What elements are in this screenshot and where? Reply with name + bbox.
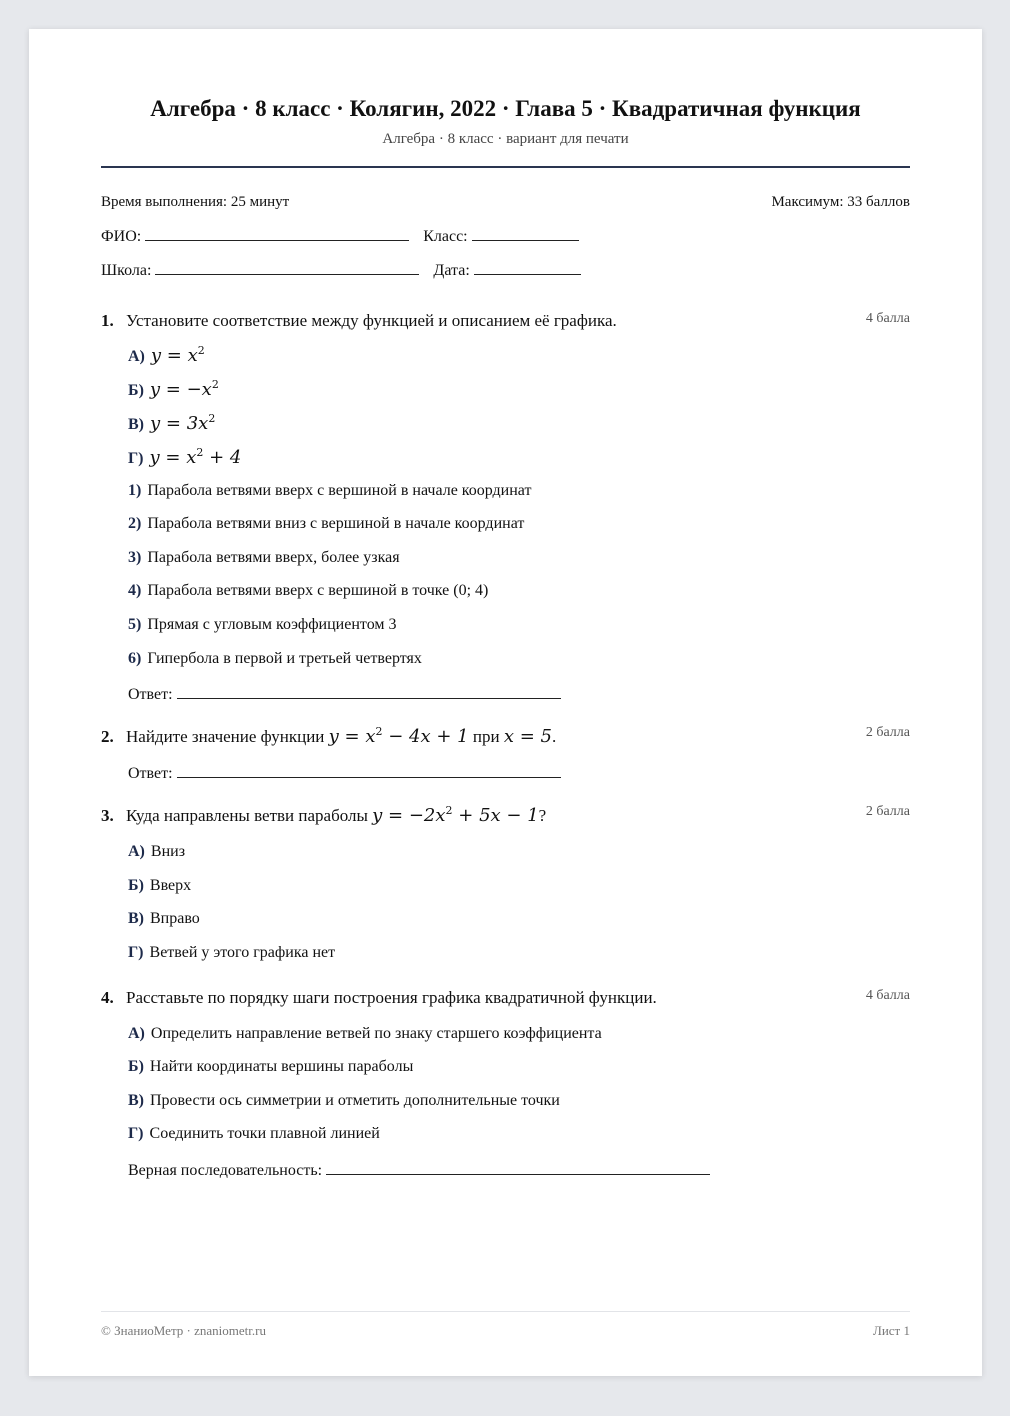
formula: [329, 726, 469, 747]
question-number: 3.: [101, 806, 114, 825]
formula: [150, 447, 242, 468]
option-text: Вправо: [150, 910, 200, 927]
name-class-row: [101, 226, 579, 246]
page-number: Лист 1: [873, 1323, 910, 1338]
answer-label: Верная последовательность:: [128, 1162, 323, 1179]
option-label: А): [128, 843, 145, 860]
option-label: 3): [128, 549, 142, 566]
date-field[interactable]: [474, 260, 581, 275]
question-text: Куда направлены ветви параболы: [126, 806, 368, 825]
formula-exponent: 2: [196, 446, 204, 459]
date-label: Дата:: [433, 262, 470, 279]
formula-tail: − 4x + 1: [382, 726, 469, 747]
q4-step-a: [128, 1025, 602, 1043]
formula-exponent: 2: [208, 412, 216, 425]
school-field[interactable]: [155, 260, 419, 275]
option-label: Г): [128, 450, 144, 467]
option-text: Парабола ветвями вверх с вершиной в точке (0; 4): [147, 582, 489, 599]
option-text: Найти координаты вершины параболы: [149, 1058, 414, 1075]
q1-option-d: [128, 446, 241, 468]
q1-description-4: [128, 582, 488, 600]
formula-base: y = −2x: [372, 805, 446, 826]
answer-label: Ответ:: [128, 765, 173, 782]
question-points: 4 балла: [865, 988, 910, 1003]
answer-label: Ответ:: [128, 686, 173, 703]
formula-tail: + 5x − 1: [452, 805, 539, 826]
formula-base: y = x: [328, 726, 376, 747]
question-4: [101, 988, 910, 1008]
question-number: 4.: [101, 988, 114, 1007]
question-1: [101, 311, 910, 331]
q1-description-5: [128, 616, 397, 634]
class-field[interactable]: [472, 226, 579, 241]
page-footer: [101, 1323, 910, 1339]
formula-base: y = 3x: [150, 413, 209, 434]
q4-step-b: [128, 1058, 413, 1076]
worksheet-page: [29, 29, 982, 1376]
option-text: Вниз: [150, 843, 186, 860]
option-text: Соединить точки плавной линией: [149, 1125, 380, 1142]
answer-field[interactable]: [177, 684, 561, 699]
formula-value: x = 5: [503, 726, 552, 747]
option-label: 1): [128, 482, 142, 499]
question-2: [101, 725, 910, 747]
question-text-end: .: [551, 727, 557, 746]
option-label: 4): [128, 582, 142, 599]
footer-copyright: © ЗнаниоМетр · znaniometr.ru: [101, 1323, 266, 1338]
question-text-middle: при: [472, 727, 500, 746]
footer-divider: [101, 1311, 910, 1312]
q1-description-2: [128, 515, 524, 533]
option-text: Парабола ветвями вверх с вершиной в начале координат: [147, 482, 532, 499]
option-label: 6): [128, 650, 142, 667]
formula: [150, 379, 219, 400]
max-score: Максимум: 33 баллов: [771, 194, 910, 210]
option-label: В): [128, 1092, 144, 1109]
q2-answer-row: [128, 763, 561, 783]
q3-option-b: [128, 877, 191, 895]
option-label: Г): [128, 944, 144, 961]
question-number: 2.: [101, 727, 114, 746]
question-3: [101, 804, 910, 826]
formula-exponent: 2: [197, 344, 205, 357]
formula: [151, 345, 205, 366]
q1-description-6: [128, 650, 422, 668]
q1-option-c: [128, 412, 215, 434]
option-label: Г): [128, 1125, 144, 1142]
fio-field[interactable]: [145, 226, 409, 241]
page-subtitle: Алгебра · 8 класс · вариант для печати: [382, 131, 629, 147]
option-text: Ветвей у этого графика нет: [149, 944, 336, 961]
q1-option-b: [128, 378, 219, 400]
answer-field[interactable]: [177, 763, 561, 778]
option-label: В): [128, 416, 144, 433]
q4-answer-row: [128, 1160, 710, 1180]
q3-option-c: [128, 910, 200, 928]
formula-base: y = −x: [149, 379, 212, 400]
header-divider: [101, 166, 910, 168]
formula: [372, 805, 539, 826]
option-label: А): [128, 1025, 145, 1042]
question-points: 2 балла: [865, 725, 910, 740]
formula-exponent: 2: [445, 804, 453, 817]
formula-base: y = x: [149, 447, 197, 468]
option-text: Парабола ветвями вниз с вершиной в начале координат: [147, 515, 525, 532]
option-label: 2): [128, 515, 142, 532]
q3-option-d: [128, 944, 335, 962]
formula: [150, 413, 215, 434]
q1-answer-row: [128, 684, 561, 704]
school-date-row: [101, 260, 581, 280]
question-points: 2 балла: [865, 804, 910, 819]
option-label: Б): [128, 877, 144, 894]
q4-step-d: [128, 1125, 380, 1143]
q1-option-a: [128, 344, 205, 366]
school-label: Школа:: [101, 262, 152, 279]
question-text: Установите соответствие между функцией и описанием её графика.: [126, 311, 617, 330]
option-label: 5): [128, 616, 142, 633]
page-title: Алгебра · 8 класс · Колягин, 2022 · Глава 5 · Квадратичная функция: [150, 96, 861, 121]
question-points: 4 балла: [865, 311, 910, 326]
q3-option-a: [128, 843, 185, 861]
option-label: А): [128, 348, 145, 365]
option-text: Гипербола в первой и третьей четвертях: [147, 650, 422, 667]
formula-exponent: 2: [375, 725, 383, 738]
option-text: Прямая с угловым коэффициентом 3: [147, 616, 397, 633]
time-limit: Время выполнения: 25 минут: [101, 194, 290, 210]
option-label: Б): [128, 382, 144, 399]
q4-step-c: [128, 1092, 560, 1110]
class-label: Класс:: [423, 228, 468, 245]
fio-label: ФИО:: [101, 228, 142, 245]
meta-row: [101, 194, 910, 211]
question-text-end: ?: [538, 806, 547, 825]
question-number: 1.: [101, 311, 114, 330]
q1-description-1: [128, 482, 531, 500]
option-text: Парабола ветвями вверх, более узкая: [147, 549, 400, 566]
option-text: Провести ось симметрии и отметить дополнительные точки: [150, 1092, 560, 1109]
question-text: Найдите значение функции: [126, 727, 325, 746]
answer-field[interactable]: [326, 1160, 710, 1175]
option-text: Определить направление ветвей по знаку старшего коэффициента: [150, 1025, 602, 1042]
option-label: В): [128, 910, 144, 927]
q1-description-3: [128, 549, 400, 567]
option-text: Вверх: [149, 877, 192, 894]
option-label: Б): [128, 1058, 144, 1075]
formula-base: y = x: [150, 345, 198, 366]
formula-exponent: 2: [211, 378, 219, 391]
formula-tail: + 4: [203, 447, 242, 468]
question-text: Расставьте по порядку шаги построения графика квадратичной функции.: [126, 988, 657, 1007]
